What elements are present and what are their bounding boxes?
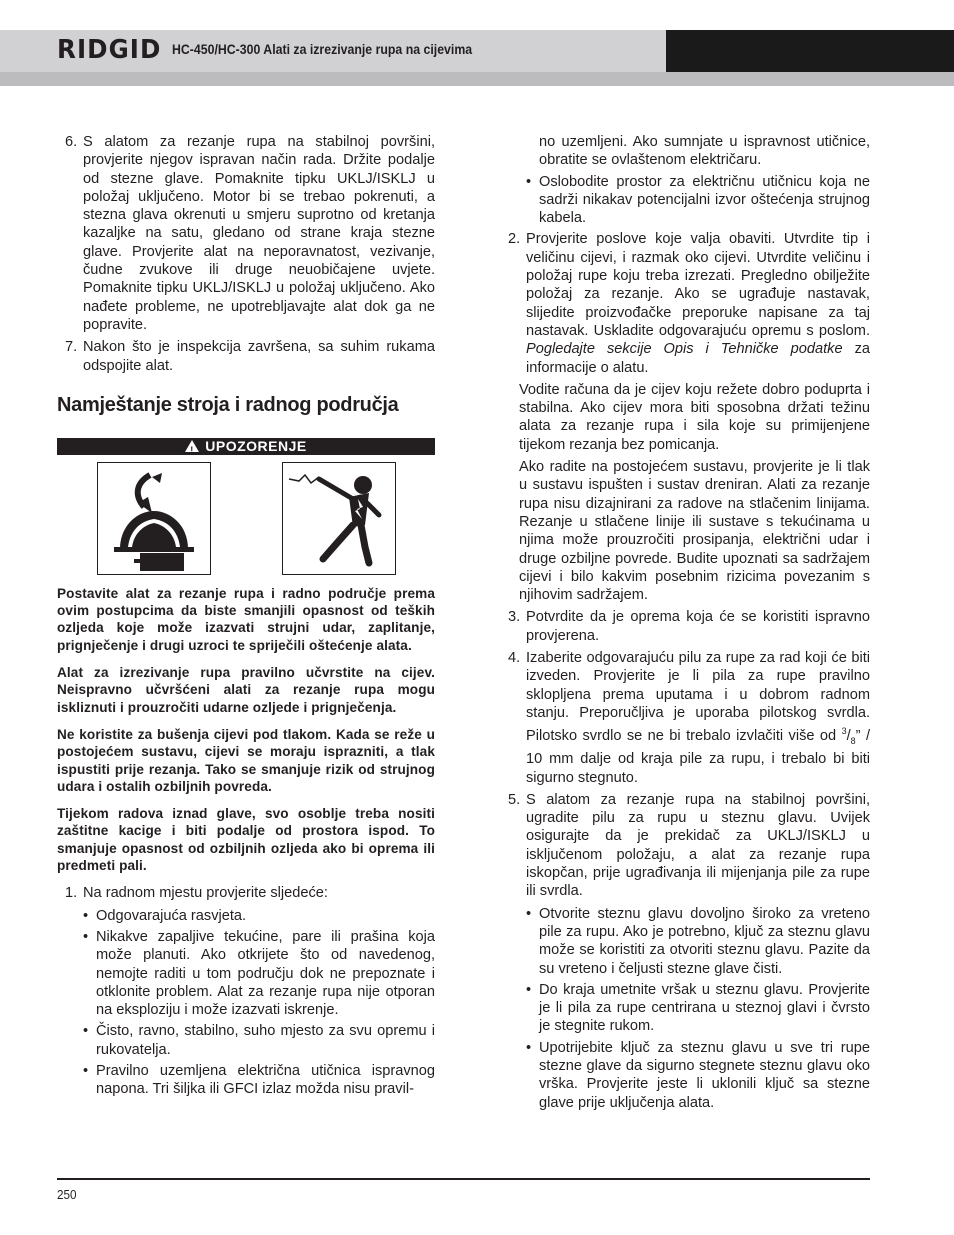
fraction-numerator: 3 bbox=[841, 726, 847, 737]
hard-hat-falling-object-icon bbox=[97, 462, 211, 575]
header-title: HC-450/HC-300 Alati za izrezivanje rupa na cijevima bbox=[172, 41, 473, 57]
warning-paragraph-2: Alat za izrezivanje rupa pravilno učvrstite na cijev. Neispravno učvršćeni alati za rezanje rupa mogu iskliznuti i prouzročiti udarne ozljede i prignječenja. bbox=[57, 665, 435, 715]
warning-triangle-icon bbox=[185, 440, 199, 452]
bullet-text: Čisto, ravno, stabilno, suho mjesto za svu opremu i rukovatelja. bbox=[96, 1023, 435, 1058]
bullet-mark: • bbox=[526, 905, 532, 922]
step-text-italic: Pogledajte sekcije Opis i Tehničke podatke bbox=[526, 341, 843, 358]
warning-pictograms bbox=[57, 462, 435, 577]
ridgid-logo bbox=[57, 34, 162, 66]
step-text-end: ” / 10 mm dalje od kraja pile za rupu, i trebalo bi biti sigurno stegnuto. bbox=[526, 728, 870, 786]
warning-label: UPOZORENJE bbox=[205, 438, 307, 455]
bullet-item bbox=[500, 173, 870, 228]
left-column bbox=[57, 133, 435, 1102]
step-text: S alatom za rezanje rupa na stabilnoj površini, ugradite pilu za rupu u steznu glavu. Uvijek osigurajte da je prekidač za UKLJ/ISKLJ u isključenom položaju, a alat za rezanje rupa iskopčan, prije ugrađivanja ili mijenjanja pile za rupe ili svrdla. bbox=[526, 791, 870, 900]
warning-paragraph-3: Ne koristite za bušenja cijevi pod tlakom. Kada se reže u postojećem sustavu, cijevi se moraju isprazniti, a tlak ispustiti prije rezanja. Tako se smanjuje rizik od strujnog udara i ostalih ozbiljnih povreda. bbox=[57, 726, 435, 794]
bullet-text: Pravilno uzemljena električna utičnica ispravnog napona. Tri šiljka ili GFCI izlaz možda nisu pravil- bbox=[96, 1062, 435, 1098]
bullet-text: Otvorite steznu glavu dovoljno široko za vreteno pile za rupu. Ako je potrebno, ključ za steznu glavu može se koristiti za otvoriti steznu glavu. Pazite da su vreteno i čeljusti stezne glave čisti. bbox=[539, 905, 870, 977]
step-3 bbox=[500, 608, 870, 645]
bullet-item bbox=[500, 981, 870, 1036]
step-number: 7. bbox=[65, 339, 78, 356]
header-black-block bbox=[666, 30, 954, 72]
bullet-item bbox=[500, 905, 870, 978]
footer-rule bbox=[57, 1178, 870, 1180]
step-5 bbox=[500, 791, 870, 901]
step-text: Provjerite poslove koje valja obaviti. Utvrdite tip i veličinu cijevi, i razmak oko cijevi. Utvrdite veličinu i položaj rupe koju treba izrezati. Pregledno obilježite položaj za rezanje. Ako se ugrađuje nastavak, slijedite proizvođačke preporuke napisane za taj nastavak. Uskladite odgovarajuću opremu s poslom. bbox=[526, 231, 870, 339]
bullet-mark: • bbox=[526, 1039, 532, 1056]
paragraph: Vodite računa da je cijev koju režete dobro poduprta i stabilna. Ako cijev mora biti sposobna držati težinu alata za rezanje rupa i sila koje su primijenjene tijekom rezanja bez pomicanja. bbox=[519, 381, 870, 453]
step-text: Na radnom mjestu provjerite sljedeće: bbox=[83, 885, 328, 902]
bullet-continuation: no uzemljeni. Ako sumnjate u ispravnost utičnice, obratite se ovlaštenom električaru. bbox=[539, 134, 870, 169]
header-band-lower bbox=[0, 72, 954, 86]
paragraph: Ako radite na postojećem sustavu, provjerite je li tlak u sustavu ispušten i sustav dreniran. Alati za rezanje rupa nisu dizajnirani za radove na stlačenim linijama. Rezanje u stlačene linije ili sustave s tekućinama u njima može prouzročiti prosipanja, električni udar i druge ozbiljne povrede. Budite upoznati sa sadržajem cijevi i bilo kakvim posebnim rizicima povezanim s njihovim sadržajem. bbox=[519, 459, 870, 604]
fraction-denominator: 8 bbox=[850, 735, 856, 746]
step-2 bbox=[500, 230, 870, 376]
step-number: 2. bbox=[508, 231, 521, 248]
warning-paragraph-1: Postavite alat za rezanje rupa i radno područje prema ovim postupcima da biste smanjili opasnost od teških ozljeda koje može izazvati strujni udar, zaplitanje, prignječenje i drugi uzroci te spriječili oštećenje alata. bbox=[57, 585, 435, 653]
step-4: 4. Izaberite odgovarajuću pilu za rupe za rad koji će biti izveden. Provjerite je li pila za rupe pravilno sklopljena prema uputama i u dobrom radnom stanju. Preporučljiva je uporaba pilotskog svrdla. Pilotsko svrdlo se ne bi trebalo izvlačiti više od $^3/_8$” / 10 mm dalje od kraja pile za rupu, i trebalo bi biti sigurno stegnuto. bbox=[508, 650, 870, 786]
bullet-text: Oslobodite prostor za električnu utičnicu koja ne sadrži nikakav potencijalni izvor oštećenja strujnog kabela. bbox=[539, 173, 870, 227]
bullet-text: Upotrijebite ključ za steznu glavu u sve tri rupe stezne glave da sigurno stegnete steznu glavu oko vrška. Provjerite jeste li uklonili ključ sa stezne glave prije uključenja alata. bbox=[539, 1039, 870, 1111]
electric-shock-person-icon bbox=[282, 462, 396, 575]
bullet-mark: • bbox=[83, 907, 89, 924]
step-7 bbox=[57, 338, 435, 375]
warning-paragraph-4: Tijekom radova iznad glave, svo osoblje treba nositi zaštitne kacige i biti podalje od prostora ispod. To smanjuje opasnost od ozbiljnih ozljeda ako bi oprema ili predmeti pali. bbox=[57, 806, 435, 874]
bullet-mark: • bbox=[526, 173, 532, 190]
step-number: 1. bbox=[65, 885, 78, 902]
bullet-item bbox=[57, 907, 435, 925]
bullet-mark: • bbox=[526, 981, 532, 998]
bullet-text: Nikakve zapaljive tekućine, pare ili prašina koja može planuti. Ako otkrijete što od navedenog, nemojte raditi u tom području dok ne prepoznate i otklonite problem. Alat za rezanje rupa nije otporan na eksploziju i može izazvati iskrenje. bbox=[96, 928, 435, 1019]
right-column bbox=[500, 133, 870, 1115]
step-text: Nakon što je inspekcija završena, sa suhim rukama odspojite alat. bbox=[83, 339, 435, 374]
bullet-item bbox=[57, 1062, 435, 1099]
section-heading: Namještanje stroja i radnog područja bbox=[57, 393, 399, 416]
step-text-end: za informacije o alatu. bbox=[526, 341, 870, 376]
bullet-item bbox=[57, 928, 435, 1019]
step-number: 4. bbox=[508, 650, 521, 667]
bullet-text: Odgovarajuća rasvjeta. bbox=[96, 907, 247, 924]
warning-banner bbox=[57, 438, 435, 455]
step-text: Potvrdite da je oprema koja će se koristiti ispravno provjerena. bbox=[526, 609, 870, 644]
step-text: Izaberite odgovarajuću pilu za rupe za rad koji će biti izveden. Provjerite je li pila za rupe pravilno sklopljena prema uputama i u dobrom radnom stanju. Preporučljiva je uporaba pilotskog svrdla. Pilotsko svrdlo se ne bi trebalo izvlačiti više od bbox=[526, 650, 870, 745]
page-number: 250 bbox=[57, 1187, 77, 1202]
step-text: S alatom za rezanje rupa na stabilnoj površini, provjerite njegov ispravan način rada. Držite podalje od stezne glave. Pomaknite tipku UKLJ/ISKLJ u položaj uključeno. Motor bi se trebao pokrenuti, a stezna glava okrenuti u smjeru suprotno od kretanja kazaljke na satu, gledano od strane kraja stezne glave. Provjerite alat na neporavnatost, vezivanje, čudne zvukove ili druge neuobičajene uvjete. Pomaknite tipku UKLJ/ISKLJ u položaj uključeno. Ako nađete probleme, ne upotrebljavajte alat dok ga ne popravite. bbox=[83, 134, 435, 333]
bullet-mark: • bbox=[83, 1023, 89, 1040]
bullet-item bbox=[500, 1039, 870, 1112]
step-1 bbox=[57, 884, 435, 902]
step-number: 6. bbox=[65, 134, 78, 150]
step-6 bbox=[57, 133, 435, 334]
bullet-mark: • bbox=[83, 1062, 89, 1079]
step-number: 3. bbox=[508, 609, 521, 626]
bullet-text: Do kraja umetnite vršak u steznu glavu. Provjerite je li pila za rupe centrirana u steznoj glavi i čvrsto je stegnite rukom. bbox=[539, 981, 870, 1035]
bullet-mark: • bbox=[83, 928, 89, 945]
logo-text: RIDGID bbox=[57, 35, 162, 65]
step-number: 5. bbox=[508, 791, 521, 808]
bullet-item bbox=[57, 1022, 435, 1059]
